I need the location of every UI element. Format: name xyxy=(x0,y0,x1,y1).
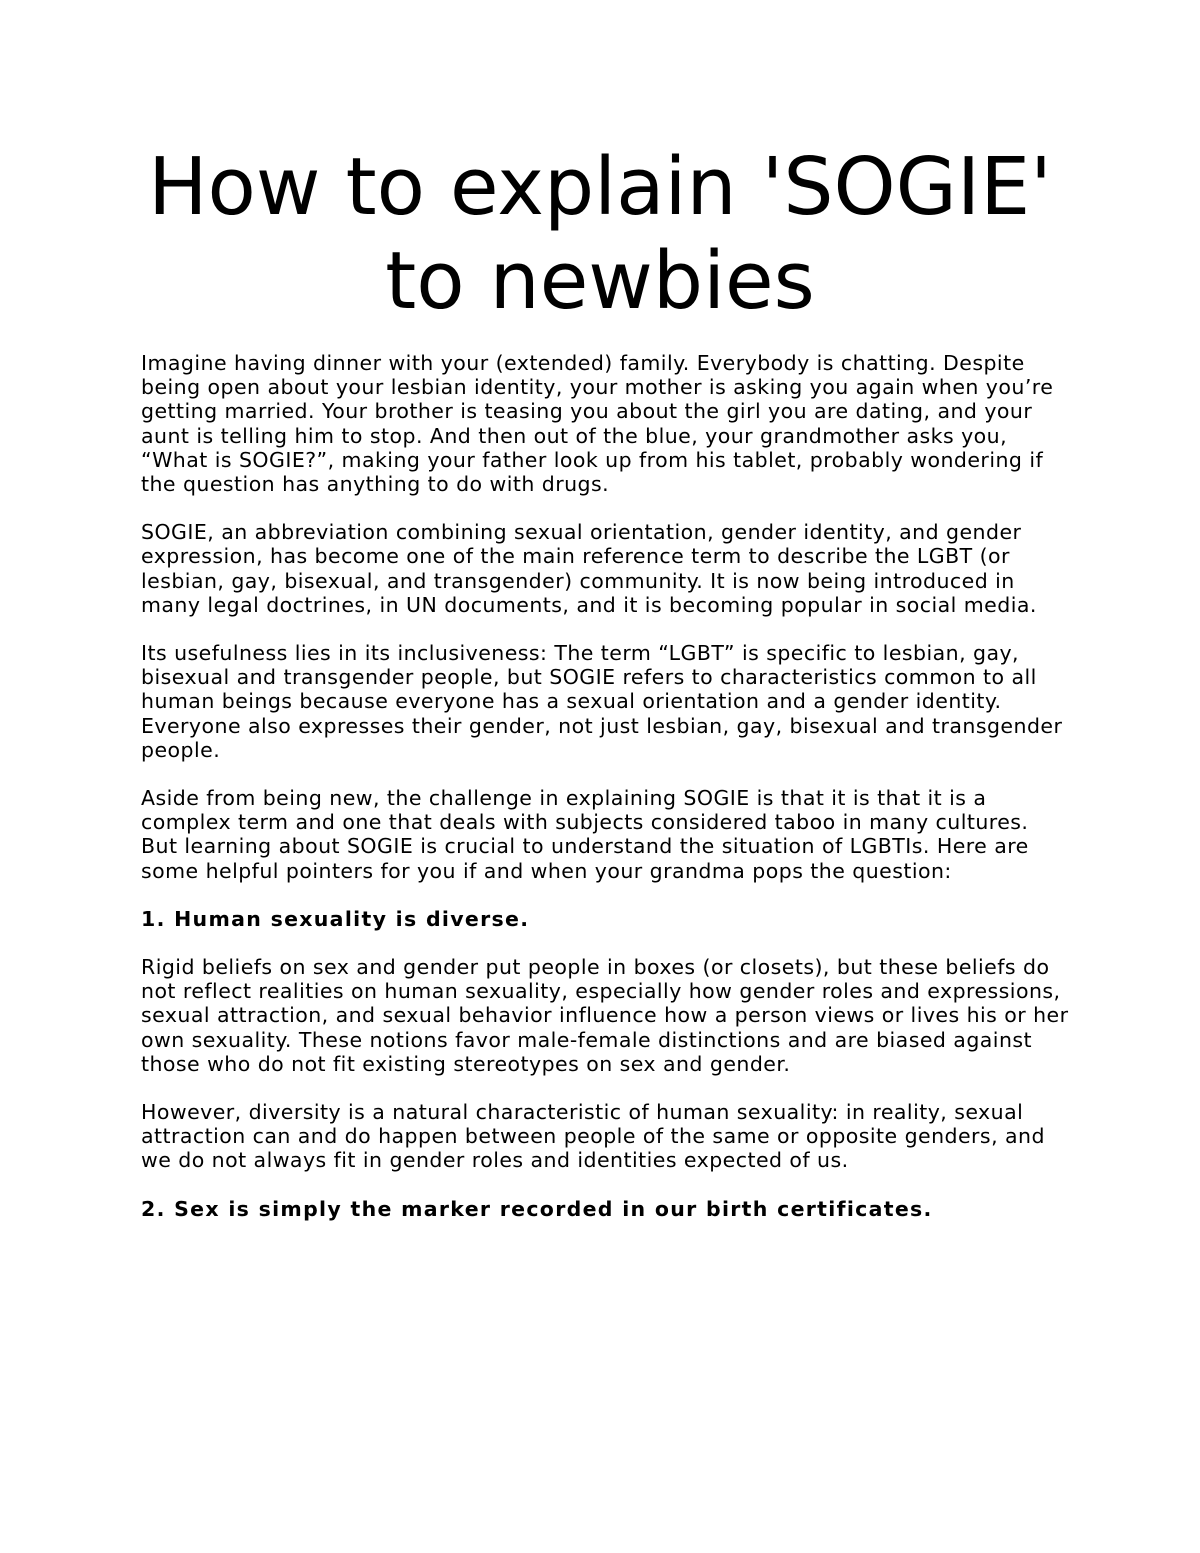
section-1-paragraph: However, diversity is a natural characteristic of human sexuality: in reality, sexual attraction can and do happen between people of the same or opposite genders, and we do not always fit in gender roles and identities expected of us. xyxy=(141,1100,1045,1173)
document-body xyxy=(141,351,1071,1245)
section-heading-2: 2. Sex is simply the marker recorded in our birth certificates. xyxy=(141,1196,933,1221)
definition-paragraph: SOGIE, an abbreviation combining sexual orientation, gender identity, and gender expression, has become one of the main reference term to describe the LGBT (or lesbian, gay, bisexual, and transgender) community. It is now being introduced in many legal doctrines, in UN documents, and it is becoming popular in social media. xyxy=(141,520,1037,617)
document-title: How to explain 'SOGIE' to newbies xyxy=(148,141,1052,327)
section-1-paragraph: Rigid beliefs on sex and gender put people in boxes (or closets), but these beliefs do not reflect realities on human sexuality, especially how gender roles and expressions, sexual attraction, and sexual behavior influence how a person views or lives his or her own sexuality. These notions favor male-female distinctions and are biased against those who do not fit existing stereotypes on sex and gender. xyxy=(141,955,1069,1076)
usefulness-paragraph: Its usefulness lies in its inclusiveness: The term “LGBT” is specific to lesbian, gay, bisexual and transgender people, but SOGIE refers to characteristics common to all human beings because everyone has a sexual orientation and a gender identity. Everyone also expresses their gender, not just lesbian, gay, bisexual and transgender people. xyxy=(141,641,1063,762)
challenge-paragraph: Aside from being new, the challenge in explaining SOGIE is that it is that it is a complex term and one that deals with subjects considered taboo in many cultures. But learning about SOGIE is crucial to understand the situation of LGBTIs. Here are some helpful pointers for you if and when your grandma pops the question: xyxy=(141,786,1029,883)
intro-paragraph: Imagine having dinner with your (extended) family. Everybody is chatting. Despite being open about your lesbian identity, your mother is asking you again when you’re getting married. Your brother is teasing you about the girl you are dating, and your aunt is telling him to stop. And then out of the blue, your grandmother asks you, “What is SOGIE?”, making your father look up from his tablet, probably wondering if the question has anything to do with drugs. xyxy=(141,351,1054,497)
section-heading-1: 1. Human sexuality is diverse. xyxy=(141,906,530,931)
